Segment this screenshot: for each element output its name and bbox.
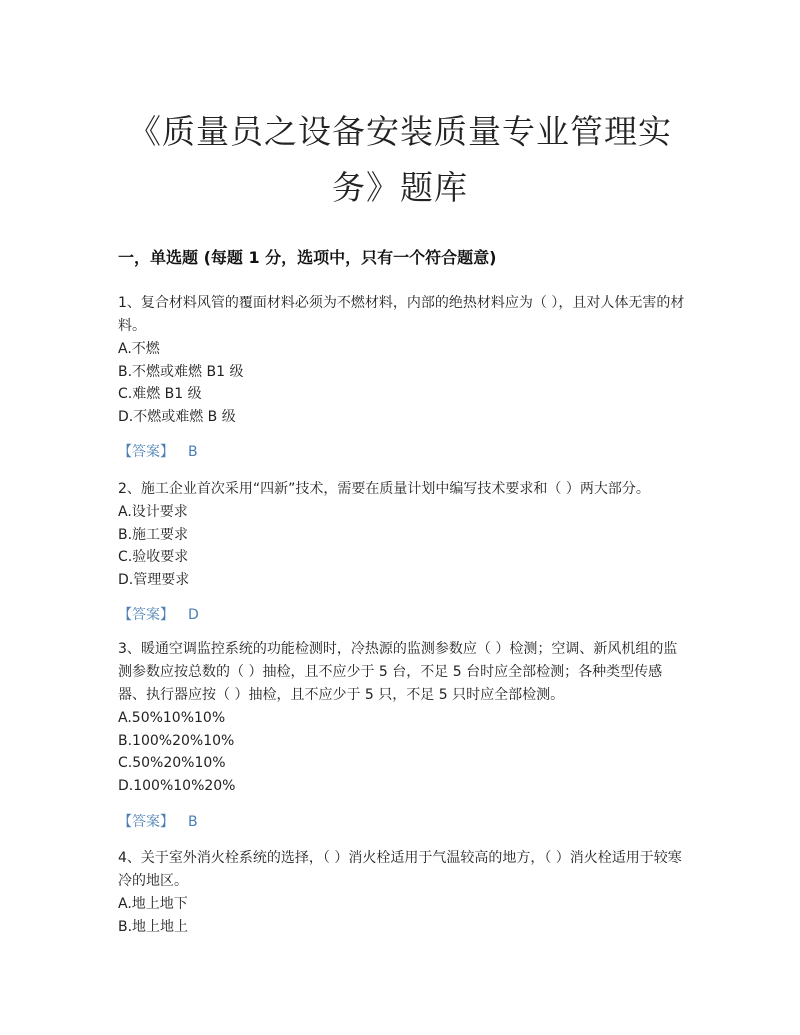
section-heading: 一，单选题 (每题 1 分，选项中，只有一个符合题意): [118, 248, 497, 267]
option-b: B.施工要求: [118, 526, 189, 543]
question-text: 1、复合材料风管的覆面材料必须为不燃材料，内部的绝热材料应为（ ），且对人体无害的材料。: [118, 295, 685, 334]
answer-1: [118, 441, 198, 463]
option-b: B.100%20%10%: [118, 732, 235, 749]
option-d: D.100%10%20%: [118, 777, 236, 794]
option-c: C.50%20%10%: [118, 755, 226, 771]
question-text: 4、关于室外消火栓系统的选择，（ ）消火栓适用于气温较高的地方，（ ）消火栓适用于较寒冷的地区。: [118, 850, 682, 889]
option-b: B.不燃或难燃 B1 级: [118, 363, 244, 380]
document-title: [100, 104, 700, 216]
answer-label: 【答案】: [118, 814, 174, 830]
title-line-1: 《质量员之设备安装质量专业管理实: [128, 112, 672, 151]
question-4: [118, 847, 688, 938]
answer-label: 【答案】: [118, 607, 174, 623]
option-a: A.设计要求: [118, 504, 188, 520]
question-text: 3、暖通空调监控系统的功能检测时，冷热源的监测参数应（ ）检测；空调、新风机组的监测参数应按总数的（ ）抽检，且不应少于 5 台，不足 5 台时应全部检测；各种类型传感器、执行器应按（ ）抽检，且不应少于 5 只，不足 5 只时应全部检测。: [118, 641, 678, 703]
option-c: C.难燃 B1 级: [118, 386, 202, 402]
title-line-2: 务》题库: [332, 168, 468, 207]
option-a: A.不燃: [118, 341, 160, 357]
option-a: A.50%10%10%: [118, 710, 226, 726]
answer-value: B: [188, 814, 198, 830]
option-a: A.地上地下: [118, 896, 188, 912]
answer-value: D: [188, 607, 199, 623]
question-text: 2、施工企业首次采用“四新”技术，需要在质量计划中编写技术要求和（ ）两大部分。: [118, 481, 650, 497]
option-c: C.验收要求: [118, 549, 189, 565]
question-2: [118, 478, 688, 591]
question-1: [118, 292, 688, 428]
answer-2: [118, 604, 199, 626]
answer-value: B: [188, 444, 198, 460]
option-d: D.不燃或难燃 B 级: [118, 408, 236, 425]
answer-3: [118, 811, 198, 833]
option-d: D.管理要求: [118, 571, 190, 588]
answer-label: 【答案】: [118, 444, 174, 460]
option-b: B.地上地上: [118, 918, 189, 935]
question-3: [118, 638, 688, 797]
